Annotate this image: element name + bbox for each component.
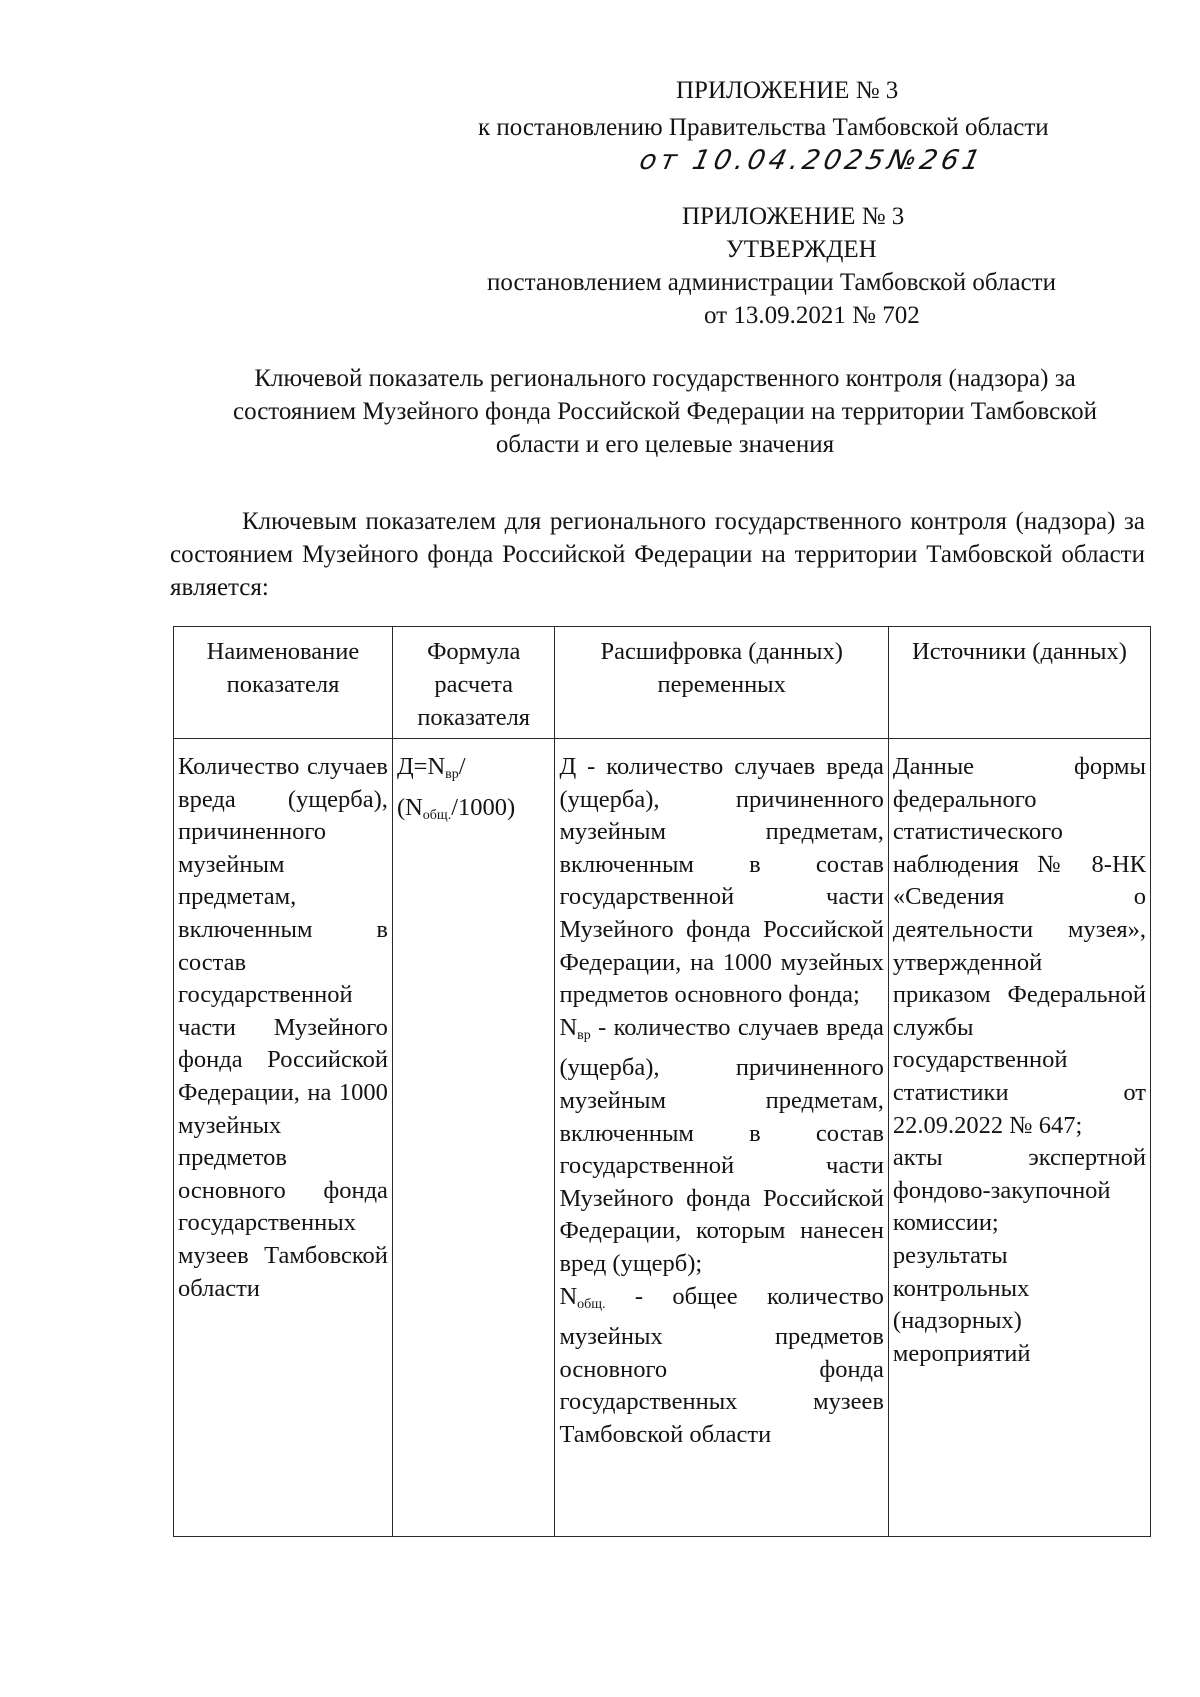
formula-suffix: /1000) — [451, 793, 516, 821]
nobsh-symbol: N — [559, 1282, 578, 1310]
source-commission-acts: акты экспертной фондово-закупочной комиссии; — [892, 1144, 1146, 1237]
by-resolution-line: постановлением администрации Тамбовской области — [487, 269, 1056, 296]
formula-prefix: Д=N — [396, 753, 446, 780]
header-sources: Источники (данных) — [888, 627, 1150, 739]
header-formula: Формула расчета показателя — [392, 627, 555, 739]
decoding-nobsh — [559, 1281, 883, 1452]
header-decoding: Расшифровка (данных) переменных — [555, 627, 888, 739]
table-row — [174, 739, 1151, 1537]
source-control-results: результаты контрольных (надзорных) мероприятий — [892, 1241, 1031, 1367]
to-resolution-line: к постановлению Правительства Тамбовской области — [478, 114, 1049, 141]
appendix-label: ПРИЛОЖЕНИЕ № 3 — [676, 77, 899, 104]
sources-cell — [888, 739, 1150, 1537]
nobsh-sub: общ. — [577, 1296, 606, 1312]
nobsh-text: - общее количество музейных предметов основного фонда государственных музеев Тамбовской области — [559, 1282, 884, 1448]
indicator-name: Количество случаев вреда (ущерба), причиненного музейным предметам, включенным в состав государственной части Музейного фонда Российской Федерации, на 1000 музейных предметов основного фонда государственных музеев Тамбовской области — [178, 753, 388, 1302]
handwritten-date: от 10.04.2025 — [636, 145, 891, 176]
approved-label: УТВЕРЖДЕН — [726, 236, 877, 263]
formula-sub-obsh: общ. — [422, 807, 452, 823]
formula-mid: / (N — [396, 753, 466, 821]
source-form-8nk: Данные формы федерального статистического наблюдения № 8-НК «Сведения о деятельности музея», утвержденной приказом Федеральной службы государственной статистики от 22.09.2022 № 647; — [892, 753, 1146, 1139]
document-title: Ключевой показатель регионального государственного контроля (надзора) за состоянием Музейного фонда Российской Федерации на территории Тамбовской области и его целевые значения — [232, 365, 1097, 458]
formula-cell — [392, 739, 555, 1537]
appendix-label-2: ПРИЛОЖЕНИЕ № 3 — [682, 203, 905, 230]
decoding-cell — [555, 739, 888, 1537]
nvr-sub: вр — [577, 1027, 591, 1043]
nvr-text: - количество случаев вреда (ущерба), причиненного музейным предметам, включенным в состав государственной части Музейного фонда Российской Федерации, которым нанесен вред (ущерб); — [559, 1013, 884, 1277]
decoding-d: Д - количество случаев вреда (ущерба), причиненного музейным предметам, включенным в состав государственной части Музейного фонда Российской Федерации, на 1000 музейных предметов основного фонда; — [559, 753, 884, 1009]
handwritten-number: №261 — [884, 145, 987, 176]
indicator-name-cell — [174, 739, 393, 1537]
nvr-symbol: N — [559, 1013, 578, 1041]
formula-sub-vr: вр — [445, 767, 459, 782]
intro-paragraph: Ключевым показателем для регионального государственного контроля (надзора) за состоянием Музейного фонда Российской Федерации на территории Тамбовской области является: — [170, 508, 1145, 601]
table-header-row — [174, 627, 1151, 739]
indicator-table — [173, 626, 1151, 1537]
resolution-date: от 13.09.2021 № 702 — [704, 302, 920, 329]
decoding-nvr — [559, 1012, 883, 1281]
header-indicator-name: Наименование показателя — [174, 627, 393, 739]
